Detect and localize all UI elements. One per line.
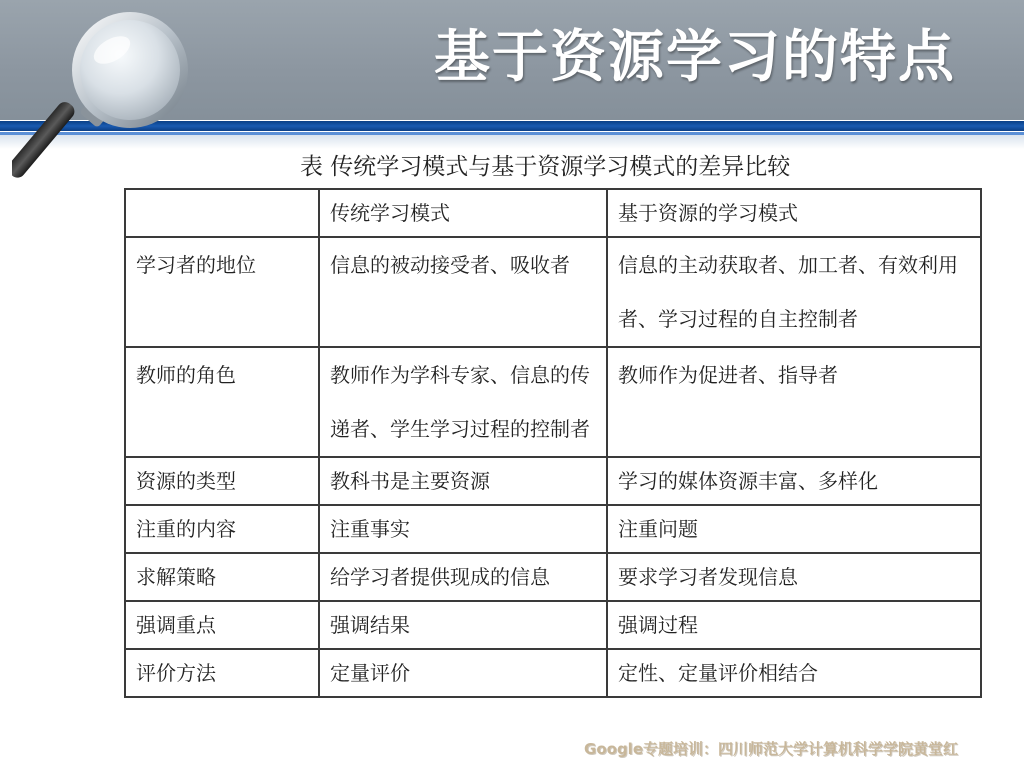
table-cell-traditional: 教科书是主要资源 — [319, 457, 607, 505]
table-cell-aspect: 资源的类型 — [125, 457, 319, 505]
table-row — [125, 649, 981, 697]
footer-credit: Google专题培训：四川师范大学计算机科学学院黄堂红 — [584, 740, 958, 758]
table-cell-aspect: 注重的内容 — [125, 505, 319, 553]
table-row — [125, 505, 981, 553]
slide-title: 基于资源学习的特点 — [434, 25, 956, 90]
table-cell-traditional: 强调结果 — [319, 601, 607, 649]
table-cell-resource: 学习的媒体资源丰富、多样化 — [607, 457, 981, 505]
table-header-cell: 传统学习模式 — [319, 189, 607, 237]
table-cell-resource: 定性、定量评价相结合 — [607, 649, 981, 697]
table-cell-traditional: 定量评价 — [319, 649, 607, 697]
table-cell-traditional: 教师作为学科专家、信息的传递者、学生学习过程的控制者 — [319, 347, 607, 457]
table-cell-resource: 要求学习者发现信息 — [607, 553, 981, 601]
comparison-table — [124, 188, 982, 698]
table-cell-resource: 强调过程 — [607, 601, 981, 649]
table-cell-traditional: 信息的被动接受者、吸收者 — [319, 237, 607, 347]
table-cell-traditional: 注重事实 — [319, 505, 607, 553]
table-cell-resource: 教师作为促进者、指导者 — [607, 347, 981, 457]
table-caption: 表 传统学习模式与基于资源学习模式的差异比较 — [300, 154, 791, 180]
table-row — [125, 553, 981, 601]
table-row — [125, 347, 981, 457]
table-cell-resource: 注重问题 — [607, 505, 981, 553]
table-row — [125, 237, 981, 347]
table-cell-traditional: 给学习者提供现成的信息 — [319, 553, 607, 601]
magnifier-icon — [12, 8, 212, 188]
table-cell-aspect: 学习者的地位 — [125, 237, 319, 347]
table-cell-aspect: 教师的角色 — [125, 347, 319, 457]
table-cell-aspect: 强调重点 — [125, 601, 319, 649]
table-cell-aspect: 求解策略 — [125, 553, 319, 601]
table-row — [125, 601, 981, 649]
table-cell-resource: 信息的主动获取者、加工者、有效利用者、学习过程的自主控制者 — [607, 237, 981, 347]
table-row — [125, 457, 981, 505]
table-header-row — [125, 189, 981, 237]
table-cell-aspect: 评价方法 — [125, 649, 319, 697]
table-header-cell — [125, 189, 319, 237]
table-header-cell: 基于资源的学习模式 — [607, 189, 981, 237]
